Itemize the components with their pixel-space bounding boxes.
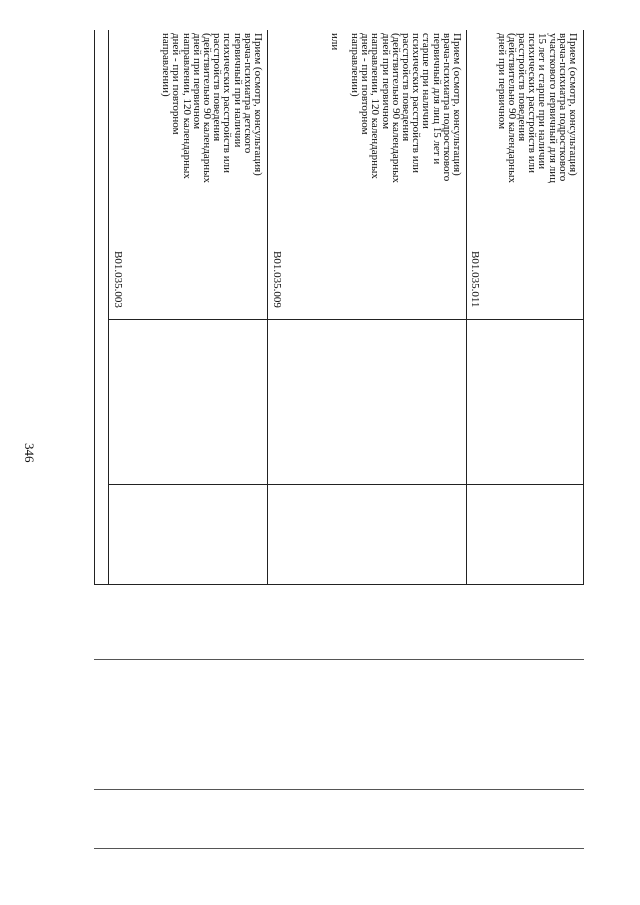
service-code: B01.035.009 [271, 251, 283, 308]
table-border-inner [108, 30, 109, 584]
divider-line [94, 848, 584, 849]
table-row-divider [267, 30, 268, 584]
service-description: Прием (осмотр, консультация) врача-психиатра детского первичный при наличии психических расстройств или расстройств поведения (действительно 90 календарных дней при первичном направлении, 120 календарных дней - при повторном направлении) [160, 33, 264, 184]
table-border-left [94, 30, 95, 584]
divider-line [94, 659, 584, 660]
divider-line [94, 789, 584, 790]
table-row-divider [466, 30, 467, 584]
table-border-bottom [94, 584, 584, 585]
table-column-divider [108, 319, 583, 320]
page-number: 346 [22, 443, 37, 463]
table-column-divider [108, 484, 583, 485]
service-code: B01.035.003 [112, 251, 124, 308]
service-description: Прием (осмотр, консультация) врача-психиатра подросткового участкового первичный для лиц 15 лет и старше при наличии психических расстройств или расстройств поведения (действительно 90 календарных дней при первичном [495, 33, 579, 184]
table-border-right [583, 30, 584, 584]
service-code: B01.035.011 [469, 251, 481, 308]
service-description: Прием (осмотр, консультация) врача-психиатра подросткового первичный для лиц 15 лет и старше при наличии психических расстройств или расстройств поведения (действительно 90 календарных дней при первичном направлении, 120 календарных дней - при повторном направлении) или [328, 33, 463, 184]
